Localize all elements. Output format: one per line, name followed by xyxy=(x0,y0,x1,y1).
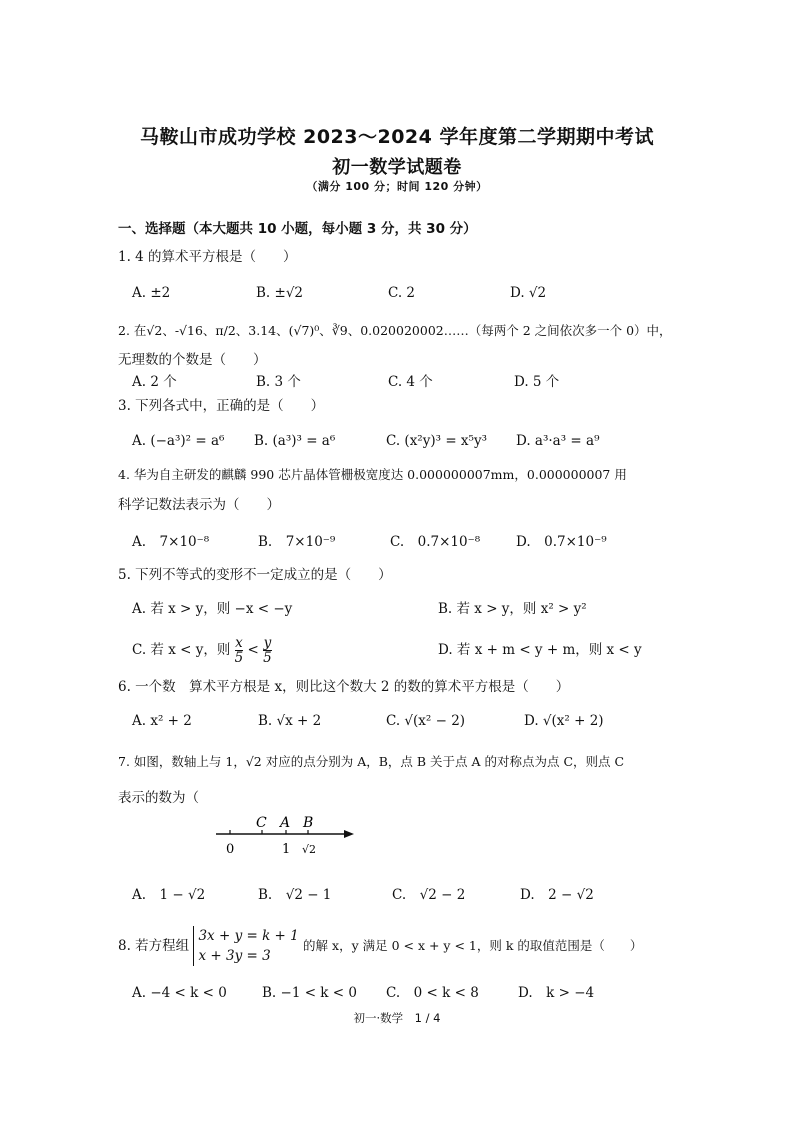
question-3-option-b: B. (a³)³ = a⁶ xyxy=(254,433,336,449)
question-1-stem: 1. 4 的算术平方根是（ ） xyxy=(118,249,297,265)
question-7-option-a: A. 1 − √2 xyxy=(132,887,206,903)
exam-title: 马鞍山市成功学校 2023～2024 学年度第二学期期中考试 xyxy=(140,126,654,148)
number-line-arrow xyxy=(344,830,354,838)
question-6-option-c: C. √(x² − 2) xyxy=(386,713,466,729)
question-5-option-b: B. 若 x > y，则 x² > y² xyxy=(438,601,587,617)
question-8-option-c: C. 0 < k < 8 xyxy=(386,985,479,1001)
question-8-stem-start: 8. 若方程组 xyxy=(118,938,190,954)
question-1-option-a: A. ±2 xyxy=(132,285,171,301)
question-5-option-a: A. 若 x > y，则 −x < −y xyxy=(132,601,293,617)
equation-2: x + 3y = 3 xyxy=(198,948,271,964)
point-label-a: A xyxy=(280,815,291,831)
question-4-option-d: D. 0.7×10⁻⁹ xyxy=(516,534,607,550)
number-line-figure xyxy=(210,812,370,860)
question-7-option-b: B. √2 − 1 xyxy=(258,887,332,903)
question-2-option-a: A. 2 个 xyxy=(132,374,177,390)
equation-1: 3x + y = k + 1 xyxy=(198,928,299,944)
question-4-stem-continued: 科学记数法表示为（ ） xyxy=(118,497,280,513)
question-8-stem xyxy=(118,926,642,966)
question-6-stem: 6. 一个数 算术平方根是 x，则比这个数大 2 的数的算术平方根是（ ） xyxy=(118,679,570,695)
question-6-option-a: A. x² + 2 xyxy=(132,713,192,729)
question-7-stem: 7. 如图，数轴上与 1，√2 对应的点分别为 A，B，点 B 关于点 A 的对称点为点 C，则点 C xyxy=(118,754,625,769)
question-5-option-c: C. 若 x < y，则 $\frac{x}{5}$ < $\frac{y}{5}$ xyxy=(132,635,272,666)
question-3-stem: 3. 下列各式中，正确的是（ ） xyxy=(118,398,325,414)
tick-label-zero: 0 xyxy=(226,842,235,857)
exam-note: （满分 100 分；时间 120 分钟） xyxy=(306,180,488,193)
question-2-option-c: C. 4 个 xyxy=(388,374,433,390)
question-7-option-d: D. 2 − √2 xyxy=(520,887,594,903)
question-4-option-a: A. 7×10⁻⁸ xyxy=(132,534,210,550)
fraction-y-over-5: $\frac{y}{5}$ xyxy=(263,635,272,666)
question-3-option-c: C. (x²y)³ = x⁵y³ xyxy=(386,433,487,449)
question-4-option-c: C. 0.7×10⁻⁸ xyxy=(390,534,481,550)
question-3-option-a: A. (−a³)² = a⁶ xyxy=(132,433,225,449)
question-6-option-d: D. √(x² + 2) xyxy=(524,713,604,729)
tick-label-sqrt2: √2 xyxy=(302,843,317,856)
question-5-option-c-text: C. 若 x < y，则 xyxy=(132,642,231,658)
question-5-option-d: D. 若 x + m < y + m，则 x < y xyxy=(438,642,642,658)
question-2-stem: 2. 在√2、-√16、π/2、3.14、(√7)⁰、∛9、0.020020002……（每两个 2 之间依次多一个 0）中， xyxy=(118,323,672,338)
section-heading: 一、选择题（本大题共 10 小题，每小题 3 分，共 30 分） xyxy=(118,221,477,237)
question-2-option-b: B. 3 个 xyxy=(256,374,301,390)
point-label-c: C xyxy=(256,815,267,831)
fraction-x-over-5: $\frac{x}{5}$ xyxy=(234,635,244,666)
tick-label-one: 1 xyxy=(282,842,291,857)
question-7-stem-continued: 表示的数为（ xyxy=(118,790,199,806)
equation-system xyxy=(193,926,298,966)
page-footer: 初一·数学 1 / 4 xyxy=(353,1011,441,1025)
question-8-option-a: A. −4 < k < 0 xyxy=(132,985,227,1001)
question-5-stem: 5. 下列不等式的变形不一定成立的是（ ） xyxy=(118,567,392,583)
question-4-option-b: B. 7×10⁻⁹ xyxy=(258,534,336,550)
question-2-stem-continued: 无理数的个数是（ ） xyxy=(118,352,267,368)
question-8-option-b: B. −1 < k < 0 xyxy=(262,985,357,1001)
question-6-option-b: B. √x + 2 xyxy=(258,713,322,729)
question-3-option-d: D. a³·a³ = a⁹ xyxy=(516,433,600,449)
question-8-stem-end: 的解 x，y 满足 0 < x + y < 1，则 k 的取值范围是（ ） xyxy=(303,938,643,953)
question-1-option-c: C. 2 xyxy=(388,285,416,301)
question-1-option-b: B. ±√2 xyxy=(256,285,304,301)
question-1-option-d: D. √2 xyxy=(510,285,547,301)
exam-subtitle: 初一数学试题卷 xyxy=(332,157,462,178)
question-8-option-d: D. k > −4 xyxy=(518,985,595,1001)
point-label-b: B xyxy=(303,815,314,831)
question-7-option-c: C. √2 − 2 xyxy=(392,887,466,903)
question-4-stem: 4. 华为自主研发的麒麟 990 芯片晶体管栅极宽度达 0.000000007mm，0.000000007 用 xyxy=(118,467,627,482)
question-2-option-d: D. 5 个 xyxy=(514,374,560,390)
